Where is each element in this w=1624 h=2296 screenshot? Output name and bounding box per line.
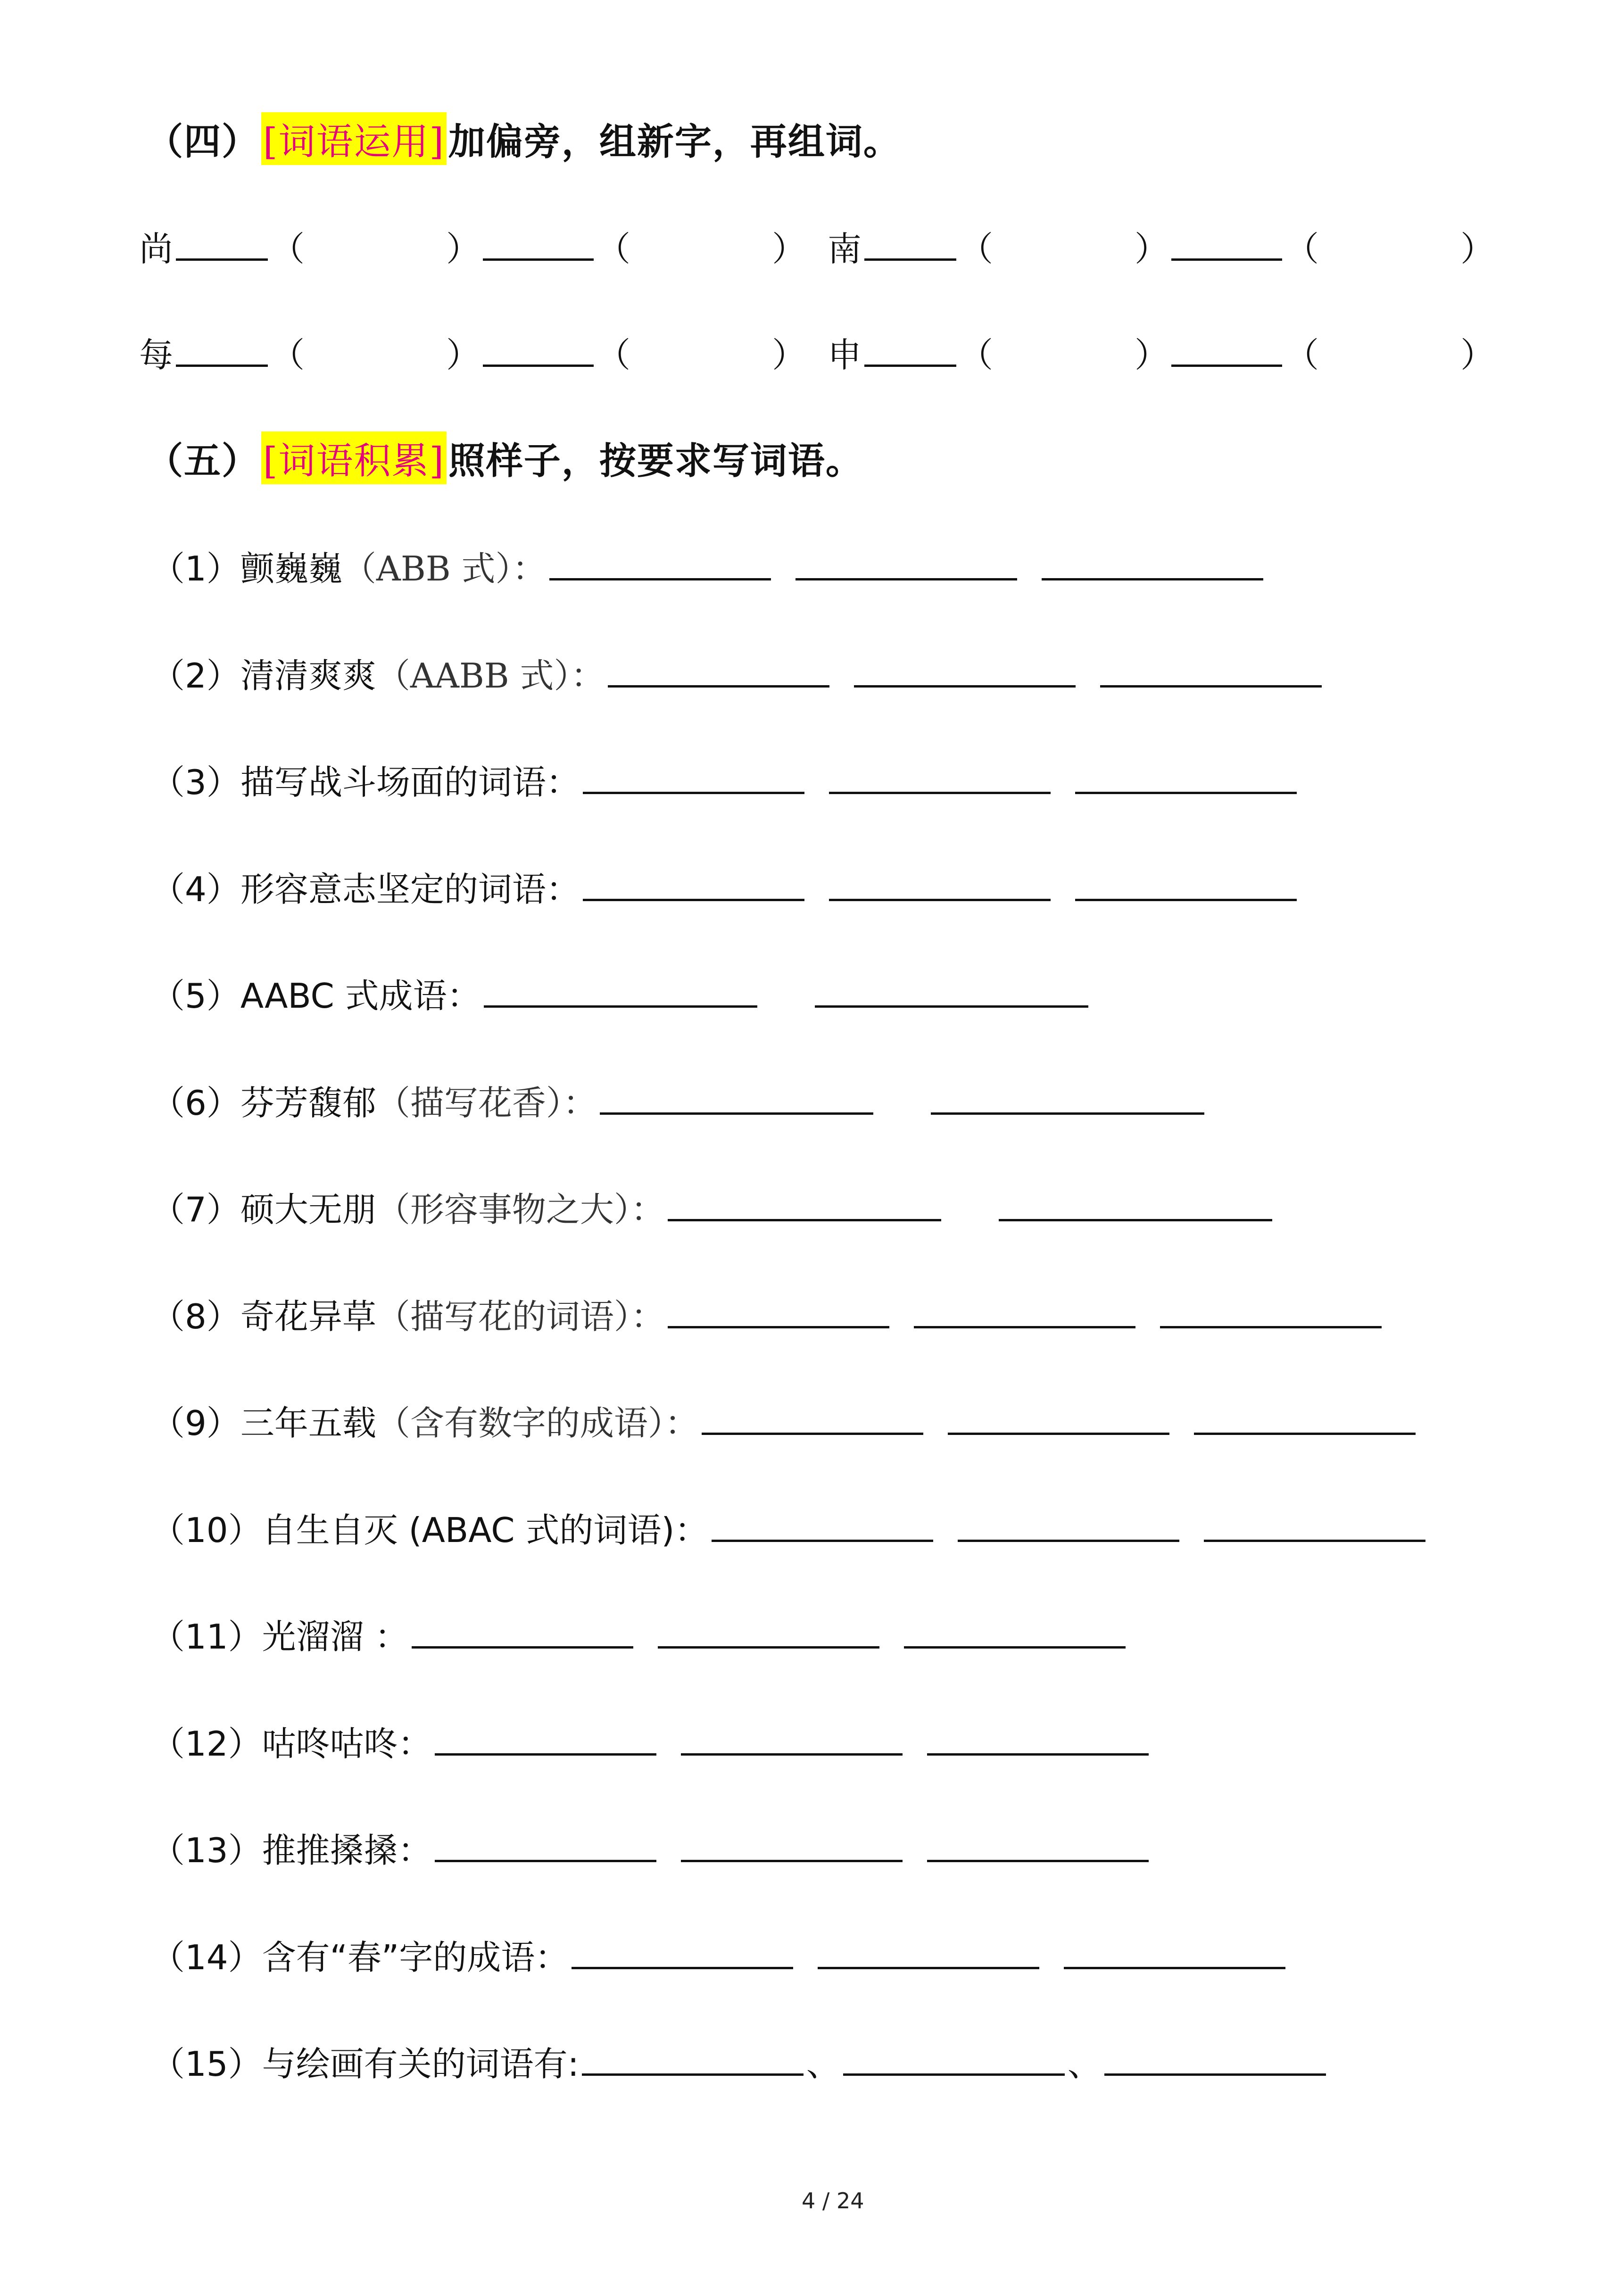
paren-open: （ [1285, 335, 1319, 375]
radical-char: 申 [828, 335, 862, 375]
item-number: （2） [151, 656, 240, 696]
answer-blank[interactable] [927, 1749, 1149, 1756]
item-number: （15） [151, 2044, 262, 2084]
answer-blank[interactable] [681, 1855, 903, 1862]
item-number: （8） [151, 1297, 240, 1336]
section5-tag: [词语积累] [261, 431, 447, 484]
answer-blank[interactable] [658, 1641, 879, 1649]
item-hint: （AABB 式）： [376, 656, 605, 696]
answer-blank[interactable] [681, 1749, 903, 1756]
item-hint: （形容事物之大）： [376, 1190, 665, 1229]
answer-blank[interactable] [608, 680, 829, 688]
word-item [151, 969, 1091, 1018]
example-word: 硕大无朋 [240, 1190, 376, 1229]
example-word: 与绘画有关的词语有: [262, 2044, 579, 2084]
paren-close: ） [446, 229, 481, 269]
item-number: （9） [151, 1403, 240, 1443]
section5-instruction: 照样子，按要求写词语。 [448, 440, 863, 482]
example-word: 含有“春”字的成语： [262, 1938, 569, 1977]
answer-blank[interactable] [1204, 1535, 1425, 1542]
answer-blank[interactable] [1160, 1321, 1382, 1328]
answer-blank[interactable] [435, 1749, 656, 1756]
item-number: （12） [151, 1724, 262, 1764]
item-hint: （ABB 式）： [342, 549, 547, 589]
answer-blank[interactable] [1042, 573, 1263, 580]
answer-blank[interactable] [583, 894, 804, 901]
item-number: （3） [151, 763, 240, 802]
answer-blank[interactable] [958, 1535, 1179, 1542]
word-item [151, 1396, 1418, 1445]
paren-open: （ [597, 229, 631, 269]
item-number: （6） [151, 1083, 240, 1123]
answer-blank[interactable] [1104, 2069, 1326, 2076]
word-item [151, 1503, 1428, 1552]
answer-blank[interactable] [484, 1001, 757, 1008]
answer-blank[interactable] [1100, 680, 1322, 688]
answer-blank[interactable] [829, 894, 1051, 901]
answer-blank[interactable] [927, 1855, 1149, 1862]
paren-close: ） [446, 335, 481, 375]
item-number: （11） [151, 1617, 262, 1657]
answer-blank[interactable] [176, 360, 268, 367]
example-word: 形容意志坚定的词语： [240, 870, 580, 909]
answer-blank[interactable] [176, 254, 268, 261]
answer-blank[interactable] [795, 573, 1017, 580]
answer-blank[interactable] [864, 254, 956, 261]
example-word: 奇花异草 [240, 1297, 376, 1336]
paren-close: ） [1460, 229, 1495, 269]
answer-blank[interactable] [702, 1428, 923, 1435]
answer-blank[interactable] [815, 1001, 1088, 1008]
example-word: 颤巍巍 [240, 549, 342, 589]
answer-blank[interactable] [914, 1321, 1135, 1328]
paren-open: （ [597, 335, 631, 375]
separator: 、 [806, 2044, 840, 2084]
answer-blank[interactable] [1194, 1428, 1416, 1435]
example-word: 光溜溜 ： [262, 1617, 409, 1657]
item-hint: （描写花的词语）： [376, 1297, 665, 1336]
word-item [151, 1076, 1207, 1125]
paren-open: （ [959, 335, 994, 375]
example-word: AABC 式成语： [240, 976, 481, 1016]
example-word: 芬芳馥郁 [240, 1083, 376, 1123]
answer-blank[interactable] [829, 787, 1051, 794]
answer-blank[interactable] [904, 1641, 1126, 1649]
answer-blank[interactable] [572, 1962, 793, 1969]
paren-close: ） [772, 335, 806, 375]
radical-item-2 [828, 222, 1494, 271]
word-item [151, 541, 1266, 590]
word-item [151, 648, 1325, 697]
item-number: （14） [151, 1938, 262, 1977]
radical-item-3 [139, 328, 806, 377]
paren-close: ） [1135, 229, 1169, 269]
word-item [151, 1823, 1152, 1872]
item-number: （10） [151, 1510, 262, 1550]
answer-blank[interactable] [999, 1214, 1272, 1221]
paren-open: （ [959, 229, 994, 269]
section4-number: （四） [146, 121, 260, 163]
answer-blank[interactable] [412, 1641, 633, 1649]
separator: 、 [1067, 2044, 1102, 2084]
answer-blank[interactable] [1171, 254, 1282, 261]
example-word: 描写战斗场面的词语： [240, 763, 580, 802]
answer-blank[interactable] [435, 1855, 656, 1862]
page-number: 4 / 24 [802, 2188, 864, 2213]
answer-blank[interactable] [483, 254, 594, 261]
radical-char: 尚 [139, 229, 174, 269]
paren-close: ） [1460, 335, 1495, 375]
answer-blank[interactable] [1064, 1962, 1285, 1969]
section4-tag: [词语运用] [261, 112, 447, 165]
section5-number: （五） [146, 440, 260, 482]
paren-close: ） [772, 229, 806, 269]
item-number: （5） [151, 976, 240, 1016]
answer-blank[interactable] [1075, 894, 1297, 901]
paren-open: （ [271, 229, 305, 269]
word-item [151, 1182, 1275, 1231]
radical-item-4 [828, 328, 1494, 377]
answer-blank[interactable] [948, 1428, 1169, 1435]
answer-blank[interactable] [864, 360, 956, 367]
answer-blank[interactable] [668, 1214, 941, 1221]
example-word: 清清爽爽 [240, 656, 376, 696]
example-word: 三年五载 [240, 1403, 376, 1443]
section5-heading [146, 431, 863, 484]
answer-blank[interactable] [583, 787, 804, 794]
answer-blank[interactable] [600, 1108, 873, 1115]
word-item [151, 1716, 1152, 1766]
item-hint: （含有数字的成语）： [376, 1403, 699, 1443]
item-number: （1） [151, 549, 240, 589]
word-item [151, 862, 1300, 911]
word-item [151, 1289, 1384, 1338]
answer-blank[interactable] [931, 1108, 1204, 1115]
item-hint: （描写花香）： [376, 1083, 597, 1123]
word-item [151, 1930, 1288, 1979]
answer-blank[interactable] [1075, 787, 1297, 794]
answer-blank[interactable] [1171, 360, 1282, 367]
word-item [151, 1609, 1128, 1658]
radical-char: 南 [828, 229, 862, 269]
radical-char: 每 [139, 335, 174, 375]
answer-blank[interactable] [818, 1962, 1039, 1969]
word-item [151, 755, 1300, 804]
paren-open: （ [1285, 229, 1319, 269]
item-number: （4） [151, 870, 240, 909]
answer-blank[interactable] [712, 1535, 933, 1542]
answer-blank[interactable] [668, 1321, 889, 1328]
item-number: （13） [151, 1831, 262, 1870]
example-word: 推推搡搡： [262, 1831, 432, 1870]
answer-blank[interactable] [854, 680, 1076, 688]
example-word: 自生自灭 (ABAC 式的词语)： [262, 1510, 709, 1550]
answer-blank[interactable] [549, 573, 771, 580]
answer-blank[interactable] [483, 360, 594, 367]
item-number: （7） [151, 1190, 240, 1229]
answer-blank[interactable] [843, 2069, 1065, 2076]
paren-close: ） [1135, 335, 1169, 375]
section4-instruction: 加偏旁，组新字，再组词。 [448, 121, 901, 163]
answer-blank[interactable] [582, 2069, 804, 2076]
radical-item-1 [139, 222, 806, 271]
word-item [151, 2037, 1329, 2086]
paren-open: （ [271, 335, 305, 375]
example-word: 咕咚咕咚： [262, 1724, 432, 1764]
section4-heading [146, 112, 901, 165]
